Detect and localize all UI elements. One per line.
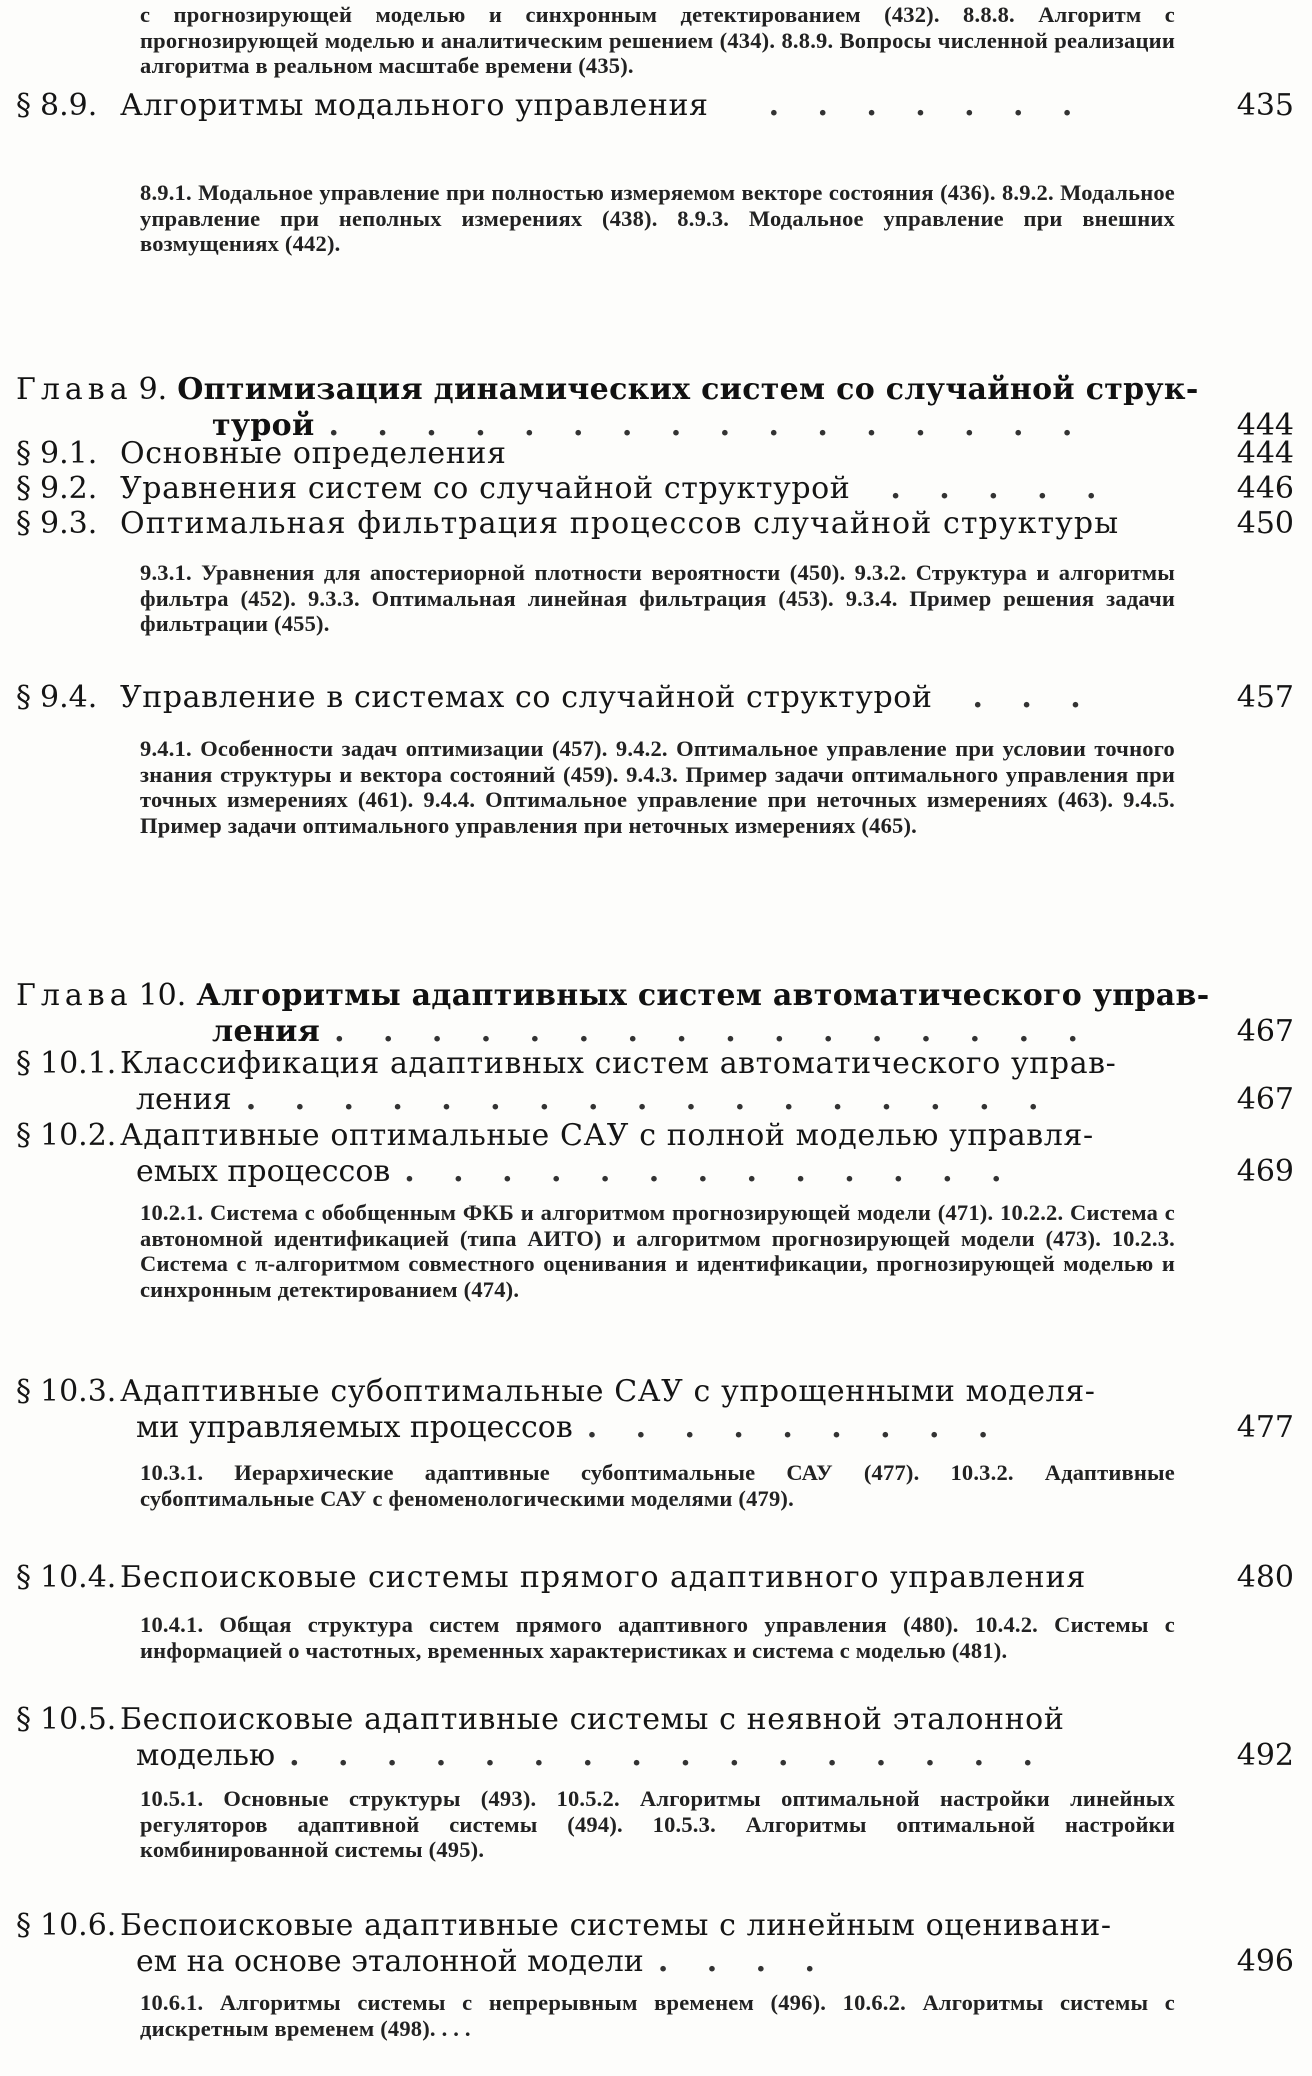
section-title: Оптимальная фильтрация процессов случайной структуры [120,506,1120,541]
chapter-title-line2: ления [212,1014,321,1049]
page-number: 496 [1236,1944,1294,1979]
chapter-number: 10. [138,978,187,1013]
leader-dots: . . . . . [890,471,1111,506]
section-sign: § [16,1118,31,1153]
section-sign: § [16,1560,31,1595]
subsection-list-8-8: с прогнозирующей моделью и синхронным детектированием (432). 8.8.8. Алгоритм с прогнозирующей моделью и аналитическим решением (434). 8.8.9. Вопросы численной реализации алгоритма в реальном масштабе времени (435). [140,2,1175,78]
toc-entry-9-2[interactable] [16,471,1294,507]
page-number: 467 [1236,1014,1294,1049]
section-number: 10.4. [40,1560,117,1595]
chapter-word: Глава [16,372,133,407]
toc-entry-9-4[interactable] [16,680,1294,716]
subsection-list-9-4: 9.4.1. Особенности задач оптимизации (457). 9.4.2. Оптимальное управление при условии точного знания структуры и вектора состояний (459). 9.4.3. Пример задачи оптимального управления при точных измерениях (461). 9.4.4. Оптимальное управление при неточных измерениях (463). 9.4.5. Пример задачи оптимального управления при неточных измерениях (465). [140,736,1175,838]
section-number: 9.1. [40,436,98,471]
section-title: Основные определения [120,436,507,471]
leader-dots: . . . . . . . . . . . . . . . . [328,408,1087,443]
subsection-list-10-6: 10.6.1. Алгоритмы системы с непрерывным временем (496). 10.6.2. Алгоритмы системы с дискретным временем (498). . . . [140,1990,1175,2041]
section-number: 9.4. [40,680,98,715]
section-title-line1: Беспоисковые адаптивные системы с неявной эталонной [120,1702,1065,1737]
toc-entry-10-1[interactable] [16,1046,1294,1118]
section-title-line2: ми управляемых процессов [136,1410,573,1445]
section-title: Управление в системах со случайной структурой [120,680,933,715]
subsection-list-10-3: 10.3.1. Иерархические адаптивные субоптимальные САУ (477). 10.3.2. Адаптивные субоптимальные САУ с феноменологическими моделями (479). [140,1460,1175,1511]
section-title: Уравнения систем со случайной структурой [120,471,851,506]
subsection-list-10-2: 10.2.1. Система с обобщенным ФКБ и алгоритмом прогнозирующей модели (471). 10.2.2. Система с автономной идентификацией (типа АИТО) и алгоритмом прогнозирующей модели (473). 10.2.3. Система с π-алгоритмом совместного оценивания и идентификации, прогнозирующей моделью и синхронным детектированием (474). [140,1200,1175,1302]
section-number: 10.6. [40,1908,117,1943]
leader-dots: . . . . . . . . . . . . . . . . [334,1014,1092,1049]
leader-dots: . . . [972,680,1095,715]
section-title-line1: Беспоисковые адаптивные системы с линейным оценивани- [120,1908,1112,1943]
section-sign: § [16,1908,31,1943]
section-sign: § [16,1702,31,1737]
section-number: 10.3. [40,1374,117,1409]
leader-dots: . . . . [657,1944,829,1979]
section-sign: § [16,1374,31,1409]
section-number: 8.9. [40,88,98,123]
section-sign: § [16,88,31,123]
toc-entry-9-3[interactable] [16,506,1294,542]
leader-dots: . . . . . . . . . . . . . . . . . [245,1082,1053,1117]
page-number: 450 [1236,506,1294,541]
section-title-line1: Адаптивные субоптимальные САУ с упрощенными моделя- [120,1374,1096,1409]
section-sign: § [16,680,31,715]
section-number: 10.5. [40,1702,117,1737]
section-sign: § [16,506,31,541]
section-number: 10.2. [40,1118,117,1153]
leader-dots: . . . . . . . . . . . . . . . . [289,1738,1047,1773]
toc-entry-10-3[interactable] [16,1374,1294,1446]
toc-entry-9-1[interactable] [16,436,1294,472]
page-number: 444 [1236,436,1294,471]
leader-dots: . . . . . . . . . . . . . [404,1154,1016,1189]
chapter-title-line1: Оптимизация динамических систем со случайной струк- [177,372,1199,407]
chapter-title-line2: турой [212,408,315,443]
section-sign: § [16,1046,31,1081]
page-number: 435 [1236,88,1294,123]
page-number: 469 [1236,1154,1294,1189]
page-number: 446 [1236,471,1294,506]
subsection-list-8-9: 8.9.1. Модальное управление при полностью измеряемом векторе состояния (436). 8.9.2. Модальное управление при неполных измерениях (438). 8.9.3. Модальное управление при внешних возмущениях (442). [140,180,1175,256]
section-number: 10.1. [40,1046,117,1081]
subsection-list-10-4: 10.4.1. Общая структура систем прямого адаптивного управления (480). 10.4.2. Системы с информацией о частотных, временных характеристиках и система с моделью (481). [140,1612,1175,1663]
subsection-list-9-3: 9.3.1. Уравнения для апостериорной плотности вероятности (450). 9.3.2. Структура и алгоритмы фильтра (452). 9.3.3. Оптимальная линейная фильтрация (453). 9.3.4. Пример решения задачи фильтрации (455). [140,560,1175,636]
toc-entry-8-9[interactable] [16,88,1294,124]
page-number: 444 [1236,408,1294,443]
toc-entry-10-4[interactable] [16,1560,1294,1596]
toc-chapter-9[interactable] [16,372,1294,444]
toc-entry-10-6[interactable] [16,1908,1294,1980]
page-number: 492 [1236,1738,1294,1773]
page-number: 457 [1236,680,1294,715]
section-number: 9.3. [40,506,98,541]
page-number: 467 [1236,1082,1294,1117]
section-title-line1: Классификация адаптивных систем автоматического управ- [120,1046,1117,1081]
section-title-line2: моделью [136,1738,276,1773]
section-sign: § [16,471,31,506]
chapter-number: 9. [138,372,168,407]
section-sign: § [16,436,31,471]
section-title-line2: ления [136,1082,232,1117]
leader-dots: . . . . . . . . . [586,1410,1003,1445]
section-title-line2: ем на основе эталонной модели [136,1944,644,1979]
toc-chapter-10[interactable] [16,978,1294,1050]
page-number: 477 [1236,1410,1294,1445]
subsection-list-10-5: 10.5.1. Основные структуры (493). 10.5.2. Алгоритмы оптимальной настройки линейных регуляторов адаптивной системы (494). 10.5.3. Алгоритмы оптимальной настройки комбинированной системы (495). [140,1786,1175,1862]
section-title-line2: емых процессов [136,1154,391,1189]
chapter-title-line1: Алгоритмы адаптивных систем автоматического управ- [196,978,1210,1013]
section-title: Беспоисковые системы прямого адаптивного управления [120,1560,1087,1595]
page-number: 480 [1236,1560,1294,1595]
section-number: 9.2. [40,471,98,506]
section-title-line1: Адаптивные оптимальные САУ с полной моделью управля- [120,1118,1094,1153]
leader-dots: . . . . . . . [768,88,1087,123]
chapter-word: Глава [16,978,133,1013]
toc-entry-10-5[interactable] [16,1702,1294,1774]
toc-entry-10-2[interactable] [16,1118,1294,1190]
section-title: Алгоритмы модального управления [120,88,709,123]
